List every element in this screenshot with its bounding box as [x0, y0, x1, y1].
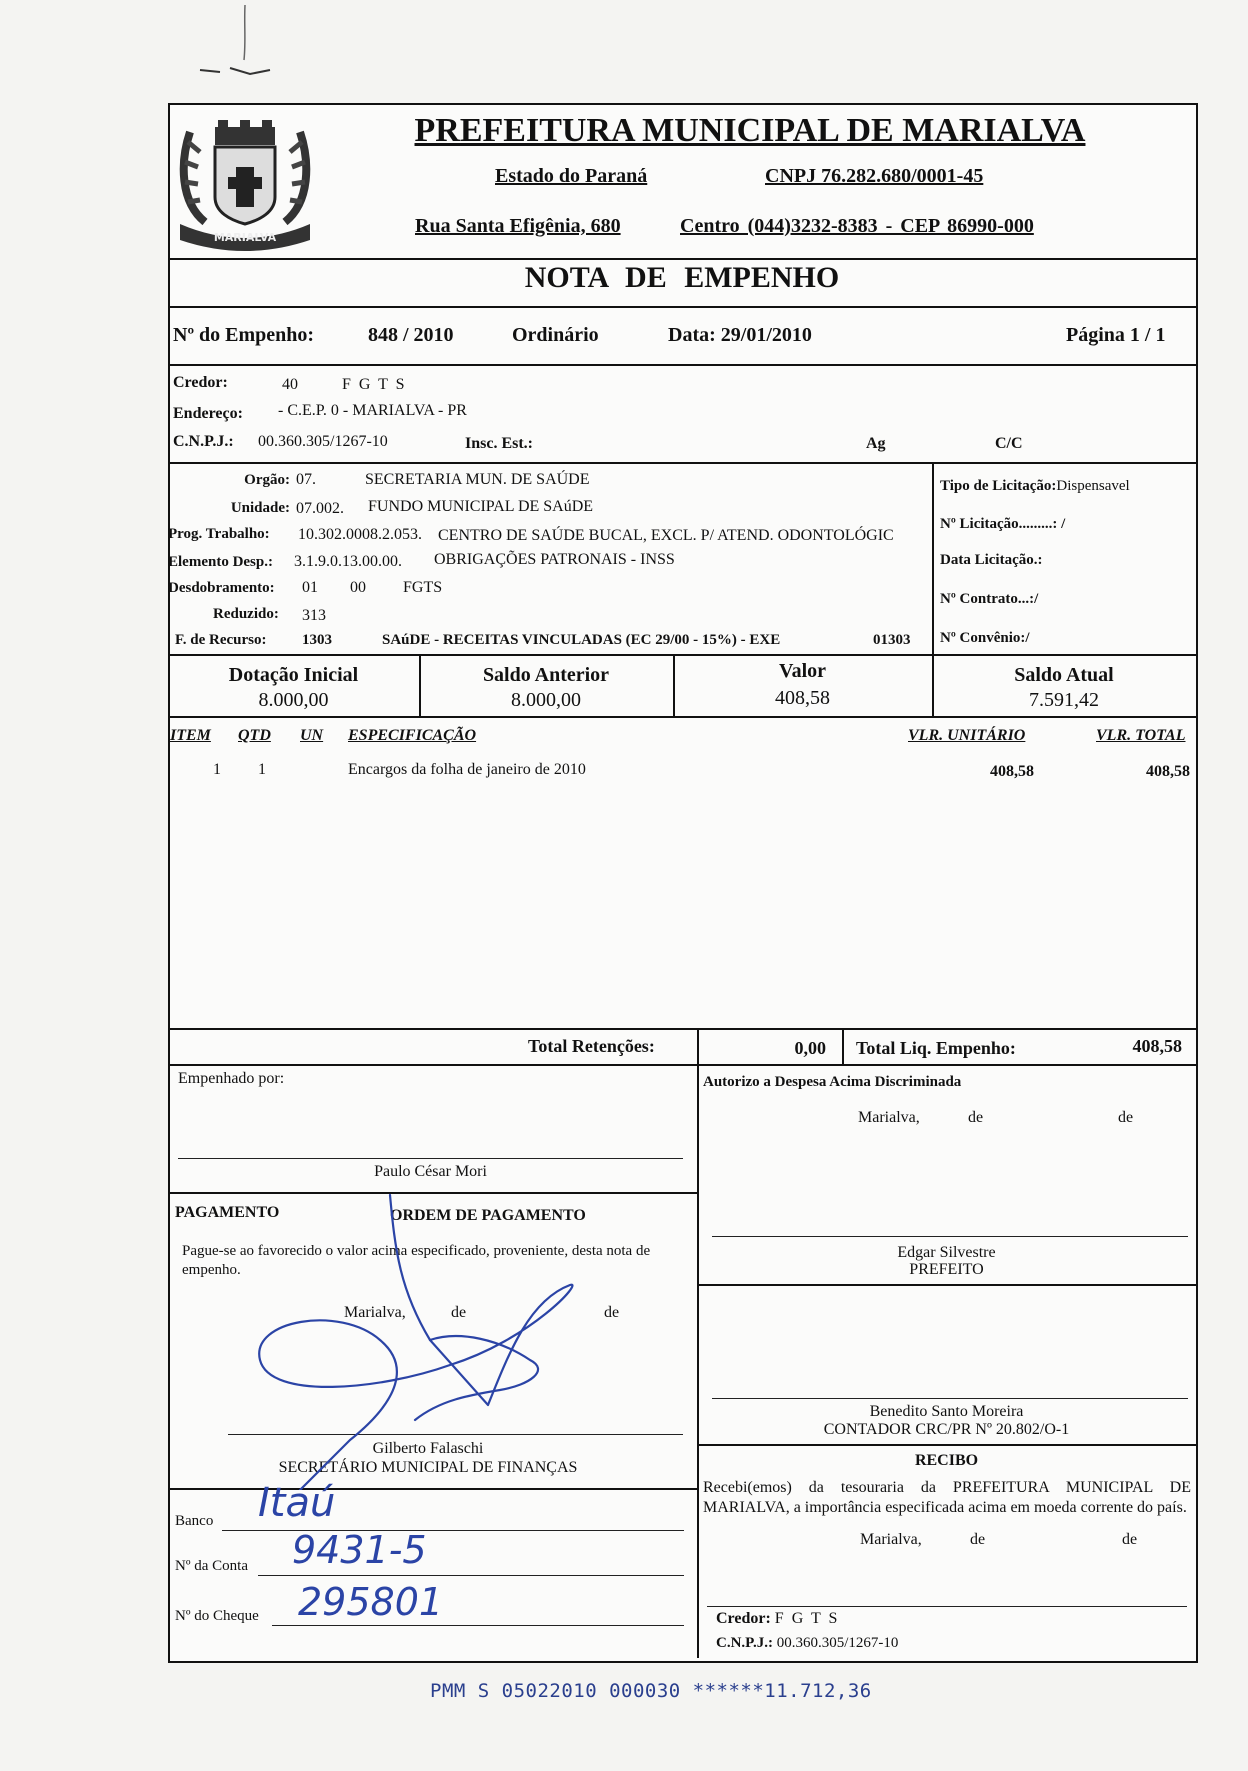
col-unit: VLR. UNITÁRIO	[908, 727, 1026, 744]
empenho-date: Data: 29/01/2010	[668, 324, 812, 346]
recibo-credor: F G T S	[774, 1610, 840, 1627]
recibo-city: Marialva,	[860, 1531, 922, 1548]
prefeito-title: PREFEITO	[909, 1261, 984, 1278]
recibo-cnpj-label: C.N.P.J.:	[716, 1635, 773, 1651]
banco-label: Banco	[175, 1513, 214, 1529]
elem-label: Elemento Desp.:	[168, 554, 273, 570]
pagamento-label: PAGAMENTO	[175, 1204, 280, 1221]
pagamento-de1: de	[451, 1304, 467, 1321]
orgao-label: Orgão:	[244, 472, 290, 488]
recurso-code2: 01303	[873, 632, 911, 648]
anterior-label: Saldo Anterior	[482, 664, 610, 686]
doc-title: NOTA DE EMPENHO	[524, 261, 840, 294]
recibo-de2: de	[1122, 1531, 1138, 1548]
bank-stamp: PMM S 05022010 000030 ******11.712,36	[430, 1680, 872, 1702]
pagamento-text: Pague-se ao favorecido o valor acima especificado, proveniente, desta nota de empenho.	[182, 1243, 651, 1278]
crest-icon	[170, 112, 320, 252]
cheque-handwritten: 295801	[298, 1580, 444, 1624]
col-espec: ESPECIFICAÇÃO	[348, 727, 477, 744]
licitacao-numero: Nº Licitação.........: /	[940, 516, 1066, 532]
autorizo-city: Marialva,	[858, 1109, 920, 1126]
valor-label: Valor	[778, 660, 827, 682]
retencoes-label: Total Retenções:	[528, 1036, 655, 1056]
credor-name: F G T S	[342, 376, 407, 393]
scan-marks	[160, 0, 320, 90]
desd-code1: 01	[302, 579, 318, 596]
empenho-label: Nº do Empenho:	[173, 324, 315, 346]
pagamento-city: Marialva,	[344, 1304, 406, 1321]
recibo-credor-label: Credor:	[716, 1610, 771, 1627]
desd-name: FGTS	[403, 579, 443, 596]
credor-cnpj: 00.360.305/1267-10	[258, 433, 388, 450]
recurso-label: F. de Recurso:	[175, 632, 267, 648]
empenho-type: Ordinário	[512, 324, 599, 346]
insc-label: Insc. Est.:	[465, 435, 534, 452]
autorizo-label: Autorizo a Despesa Acima Discriminada	[703, 1074, 962, 1090]
reduzido-value: 313	[302, 607, 326, 624]
tipo-licitacao-label: Tipo de Licitação:	[940, 478, 1057, 494]
ordem-label: ORDEM DE PAGAMENTO	[390, 1207, 586, 1224]
autorizo-de2: de	[1118, 1109, 1134, 1126]
liq-value: 408,58	[1132, 1036, 1182, 1056]
desd-code2: 00	[350, 579, 366, 596]
tipo-licitacao-value: Dispensavel	[1056, 478, 1130, 494]
row-espec: Encargos da folha de janeiro de 2010	[348, 761, 586, 778]
endereco-value: - C.E.P. 0 - MARIALVA - PR	[278, 402, 467, 419]
atual-label: Saldo Atual	[1014, 664, 1114, 686]
state-text: Estado do Paraná	[495, 165, 648, 187]
prog-label: Prog. Trabalho:	[168, 526, 270, 542]
anterior-value: 8.000,00	[511, 689, 581, 711]
desd-label: Desdobramento:	[168, 580, 275, 596]
cheque-label: Nº do Cheque	[175, 1608, 259, 1624]
recurso-name: SAúDE - RECEITAS VINCULADAS (EC 29/00 - 15%) - EXE	[382, 632, 781, 648]
reduzido-label: Reduzido:	[213, 606, 279, 622]
contrato-numero: Nº Contrato...:/	[940, 591, 1039, 607]
convenio-numero: Nº Convênio:/	[940, 630, 1030, 646]
empenhado-label: Empenhado por:	[178, 1070, 285, 1087]
empenho-page: Página 1 / 1	[1066, 324, 1166, 346]
col-total: VLR. TOTAL	[1096, 727, 1186, 744]
dotacao-value: 8.000,00	[258, 689, 329, 711]
row-total: 408,58	[1146, 763, 1190, 780]
prog-name: CENTRO DE SAÚDE BUCAL, EXCL. P/ ATEND. ODONTOLÓGIC	[438, 527, 894, 544]
credor-code: 40	[282, 376, 298, 393]
empenho-number: 848 / 2010	[368, 324, 454, 346]
elem-code: 3.1.9.0.13.00.00.	[294, 553, 402, 570]
cnpj-label: C.N.P.J.:	[173, 433, 234, 450]
cnpj-text: CNPJ 76.282.680/0001-45	[765, 165, 984, 187]
valor-value: 408,58	[775, 687, 830, 709]
ag-label: Ag	[866, 435, 886, 452]
street-text: Rua Santa Efigênia, 680	[415, 215, 621, 237]
endereco-label: Endereço:	[173, 405, 243, 422]
licitacao-data: Data Licitação.:	[940, 552, 1043, 568]
contador-title: CONTADOR CRC/PR Nº 20.802/O-1	[823, 1421, 1070, 1438]
conta-label: Nº da Conta	[175, 1558, 248, 1574]
liq-label: Total Liq. Empenho:	[856, 1038, 1016, 1058]
row-unit: 408,58	[990, 763, 1034, 780]
col-qtd: QTD	[238, 727, 271, 744]
credor-label: Credor:	[173, 374, 228, 391]
unidade-label: Unidade:	[230, 500, 290, 516]
cc-label: C/C	[995, 435, 1023, 452]
recibo-cnpj: 00.360.305/1267-10	[776, 1635, 899, 1651]
crest-text: MARIALVA	[213, 231, 277, 244]
recurso-code: 1303	[302, 632, 332, 648]
prefeito-name: Edgar Silvestre	[897, 1244, 996, 1261]
signature-icon	[230, 1190, 650, 1490]
orgao-name: SECRETARIA MUN. DE SAÚDE	[365, 471, 590, 488]
unidade-name: FUNDO MUNICIPAL DE SAúDE	[368, 498, 594, 515]
contador-name: Benedito Santo Moreira	[869, 1403, 1024, 1420]
page-title: PREFEITURA MUNICIPAL DE MARIALVA	[414, 112, 1086, 149]
retencoes-value: 0,00	[794, 1038, 826, 1058]
empenhado-name: Paulo César Mori	[374, 1163, 487, 1180]
unidade-code: 07.002.	[296, 500, 344, 517]
address-text: Centro (044)3232-8383 - CEP 86990-000	[680, 215, 1034, 237]
row-item: 1	[213, 761, 221, 778]
orgao-code: 07.	[296, 471, 316, 488]
signer-name: Gilberto Falaschi	[372, 1440, 484, 1457]
prog-code: 10.302.0008.2.053.	[298, 526, 422, 543]
atual-value: 7.591,42	[1029, 689, 1099, 711]
dotacao-label: Dotação Inicial	[228, 664, 359, 686]
pagamento-de2: de	[604, 1304, 620, 1321]
col-un: UN	[300, 727, 324, 744]
conta-handwritten: 9431-5	[292, 1528, 427, 1572]
recibo-label: RECIBO	[914, 1452, 979, 1469]
elem-name: OBRIGAÇÕES PATRONAIS - INSS	[434, 551, 675, 568]
signer-title: SECRETÁRIO MUNICIPAL DE FINANÇAS	[278, 1459, 578, 1476]
banco-handwritten: Itaú	[258, 1480, 336, 1526]
recibo-de1: de	[970, 1531, 986, 1548]
recibo-text: Recebi(emos) da tesouraria da PREFEITURA MUNICIPAL DE MARIALVA, a importância especificada acima em moeda corrente do país.	[703, 1479, 1191, 1516]
col-item: ITEM	[170, 727, 211, 744]
autorizo-de1: de	[968, 1109, 984, 1126]
row-qtd: 1	[258, 761, 266, 778]
